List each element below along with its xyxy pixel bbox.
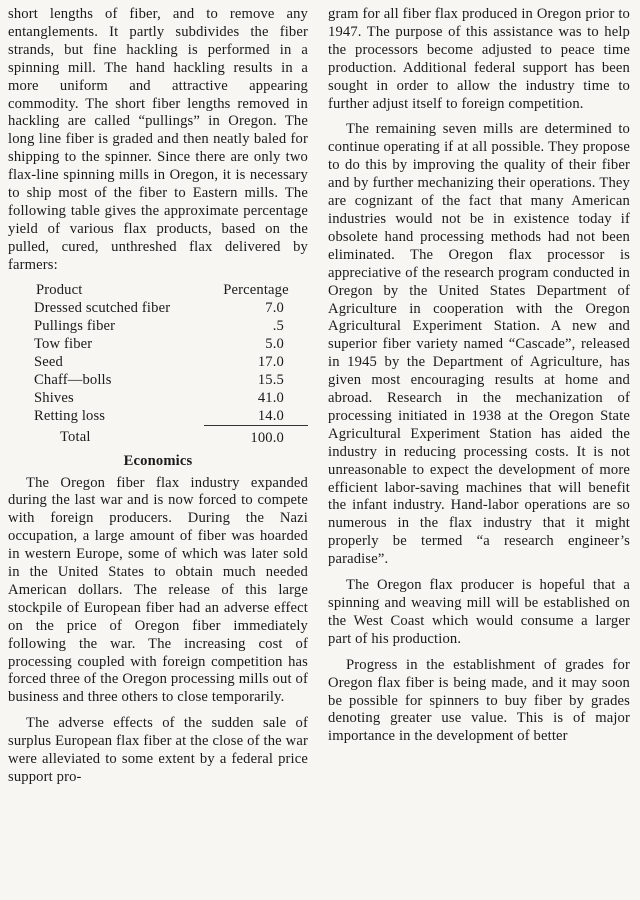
product-percentage: 17.0 [257, 353, 284, 370]
product-name: Pullings fiber [34, 317, 116, 334]
paragraph-price-support: The adverse effects of the sudden sale of surplus European flax fiber at the close of the war were alleviated to some extent by a federal price support pro- [8, 715, 308, 785]
paragraph-grades: Progress in the establishment of grades for Oregon flax fiber is being made, and it may soon be possible for spinners to buy fiber by grades denoting greater use value. This is of major importance in the development of better [328, 656, 630, 745]
product-name: Retting loss [34, 407, 106, 424]
product-name: Seed [34, 353, 63, 370]
product-percentage: 41.0 [257, 389, 284, 406]
paragraph-hackling: short lengths of fiber, and to remove any entanglements. It partly subdivides the fiber strands, but fine hackling is performed in a spinning mill. The hand hackling results in a more uniform and attractive appearing commodity. The short fiber lengths removed in hackling are called “pullings” in Oregon. The long line fiber is graded and then neatly baled for shipping to the spinner. Since there are only two flax-line spinning mills in Oregon, it is necessary to ship most of the fiber to Eastern mills. The following table gives the approximate percentage yield of various flax products, based on the pulled, cured, unthreshed flax delivered by farmers: [8, 6, 308, 273]
table-row [8, 299, 308, 317]
table-header-row [8, 281, 308, 299]
product-name: Chaff—bolls [34, 371, 112, 388]
paragraph-remaining-mills: The remaining seven mills are determined to continue operating if at all possible. They propose to do this by improving the quality of their fiber and by further mechanizing their operations. They are cognizant of the fact that many American industries would not be in existence today if obsolete hand processing methods had not been eliminated. The Oregon flax processor is appreciative of the research program conducted in Oregon by the United States Department of Agriculture in cooperation with the Oregon Agricultural Experiment Station. A new and superior fiber variety named “Cascade”, released in 1945 by the Department of Agriculture, has given most encouraging results at home and abroad. Research in the mechanization of processing initiated in 1938 at the Oregon State Agricultural Experiment Station has aided the industry in reducing processing costs. It is not unreasonable to expect the development of more efficient labor-saving machines that will benefit the infant industry. Hand-labor operations are so numerous in the flax industry that it might properly be termed “a research engineer’s paradise”. [328, 121, 630, 568]
table-row [8, 371, 308, 389]
product-name: Shives [34, 389, 74, 406]
product-name: Dressed scutched fiber [34, 299, 171, 316]
product-name: Tow fiber [34, 335, 93, 352]
table-row [8, 389, 308, 407]
table-row [8, 317, 308, 335]
product-percentage: 5.0 [265, 335, 284, 352]
left-column [8, 6, 308, 787]
product-percentage: .5 [272, 317, 284, 334]
product-percentage: 15.5 [257, 371, 284, 388]
table-total-row [8, 425, 308, 447]
total-label: Total [60, 429, 91, 446]
paragraph-economics: The Oregon fiber flax industry expanded during the last war and is now forced to compete with foreign producers. During the Nazi occupation, a large amount of fiber was hoarded in western Europe, some of which was later sold in the United States to obtain much needed American dollars. The release of this large stockpile of European fiber had an adverse effect on the price of Oregon fiber immediately following the war. The increasing cost of processing coupled with foreign competition has forced three of the Oregon processing mills out of business and three others to close temporarily. [8, 474, 308, 706]
table-row [8, 335, 308, 353]
flax-yield-table [8, 281, 308, 447]
paragraph-federal-program: gram for all fiber flax produced in Oregon prior to 1947. The purpose of this assistance was to help the processors become adjusted to peace time production. Additional federal support has been sought in order to allow the industry time to further adjust itself to foreign competition. [328, 6, 630, 112]
product-percentage: 14.0 [204, 407, 308, 426]
right-column [328, 6, 630, 746]
header-percentage: Percentage [223, 281, 289, 298]
header-product: Product [36, 281, 83, 298]
table-row [8, 353, 308, 371]
paragraph-spinning-mill: The Oregon flax producer is hopeful that a spinning and weaving mill will be established on the West Coast which would consume a larger part of his production. [328, 577, 630, 647]
section-heading-economics: Economics [123, 452, 193, 469]
product-percentage: 7.0 [265, 299, 284, 316]
table-row [8, 407, 308, 426]
total-value: 100.0 [250, 429, 284, 446]
